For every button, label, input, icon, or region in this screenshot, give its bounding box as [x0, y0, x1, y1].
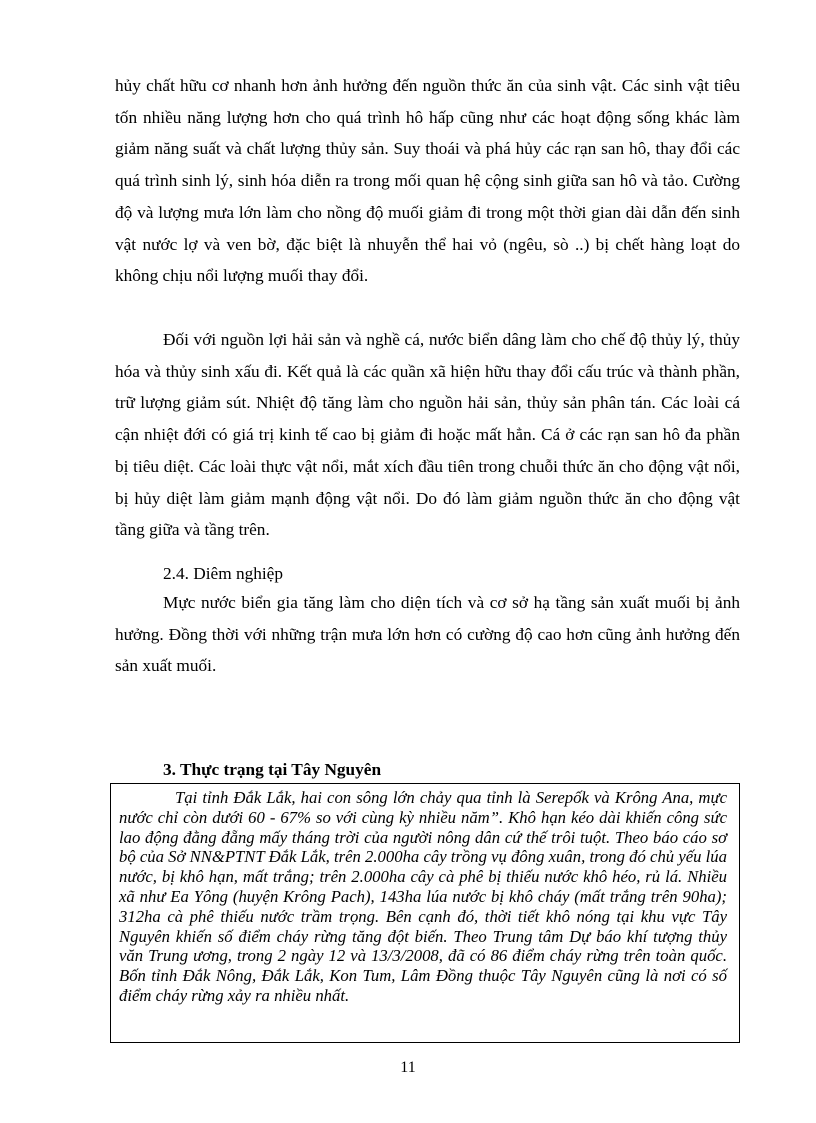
page-number: 11 [400, 1059, 416, 1076]
quote-box-text: Tại tỉnh Đắk Lắk, hai con sông lớn chảy qua tỉnh là Serepốk và Krông Ana, mực nước chỉ còn dưới 60 - 67% so với cùng kỳ nhiều năm”. Khô hạn kéo dài khiến công sức lao động đằng đẵng mấy tháng trời của người nông dân cứ thế trôi tuột. Theo báo cáo sơ bộ của Sở NN&PTNT Đắk Lắk, trên 2.000ha cây trồng vụ đông xuân, trong đó chủ yếu lúa nước, bị khô hạn, mất trắng; trên 2.000ha cây cà phê bị thiếu nước khô héo, rủ lá. Nhiều xã như Ea Yông (huyện Krông Pach), 143ha lúa nước bị khô cháy (mất trắng trên 90ha); 312ha cà phê thiếu nước trầm trọng. Bên cạnh đó, thời tiết khô nóng tại khu vực Tây Nguyên khiến số điểm cháy rừng tăng đột biến. Theo Trung tâm Dự báo khí tượng thủy văn Trung ương, trong 2 ngày 12 và 13/3/2008, đã có 86 điểm cháy rừng trên toàn quốc. Bốn tỉnh Đắk Nông, Đắk Lắk, Kon Tum, Lâm Đồng thuộc Tây Nguyên cũng là nơi có số điểm cháy rừng xảy ra nhiều nhất. [119, 788, 727, 1005]
heading-tay-nguyen: 3. Thực trạng tại Tây Nguyên [163, 760, 382, 779]
paragraph-salt-production: Mực nước biển gia tăng làm cho diện tích và cơ sở hạ tầng sản xuất muối bị ảnh hưởng. Đồng thời với những trận mưa lớn hơn có cường độ cao hơn cũng ảnh hưởng đến sản xuất muối. [115, 593, 740, 676]
paragraph-fisheries: Đối với nguồn lợi hải sản và nghề cá, nước biển dâng làm cho chế độ thủy lý, thủy hóa và thủy sinh xấu đi. Kết quả là các quần xã hiện hữu thay đổi cấu trúc và thành phần, trữ lượng giảm sút. Nhiệt độ tăng làm cho nguồn hải sản, thủy sản phân tán. Các loài cá cận nhiệt đới có giá trị kinh tế cao bị giảm đi hoặc mất hẳn. Cá ở các rạn san hô đa phần bị tiêu diệt. Các loài thực vật nổi, mắt xích đầu tiên trong chuỗi thức ăn cho động vật nổi, bị hủy diệt làm giảm mạnh động vật nổi. Do đó làm giảm nguồn thức ăn cho động vật tầng giữa và tầng trên. [115, 330, 740, 540]
heading-salt-production: 2.4. Diêm nghiệp [163, 564, 283, 583]
paragraph-aquaculture-impact: hủy chất hữu cơ nhanh hơn ảnh hưởng đến nguồn thức ăn của sinh vật. Các sinh vật tiêu tốn nhiều năng lượng hơn cho quá trình hô hấp cũng như các hoạt động sống khác làm giảm năng suất và chất lượng thủy sản. Suy thoái và phá hủy các rạn san hô, thay đổi các quá trình sinh lý, sinh hóa diễn ra trong mối quan hệ cộng sinh giữa san hô và tảo. Cường độ và lượng mưa lớn làm cho nồng độ muối giảm đi trong một thời gian dài dẫn đến sinh vật nước lợ và ven bờ, đặc biệt là nhuyễn thể hai vỏ (ngêu, sò ..) bị chết hàng loạt do không chịu nổi lượng muối thay đổi. [115, 76, 740, 286]
quote-box [110, 783, 740, 1043]
